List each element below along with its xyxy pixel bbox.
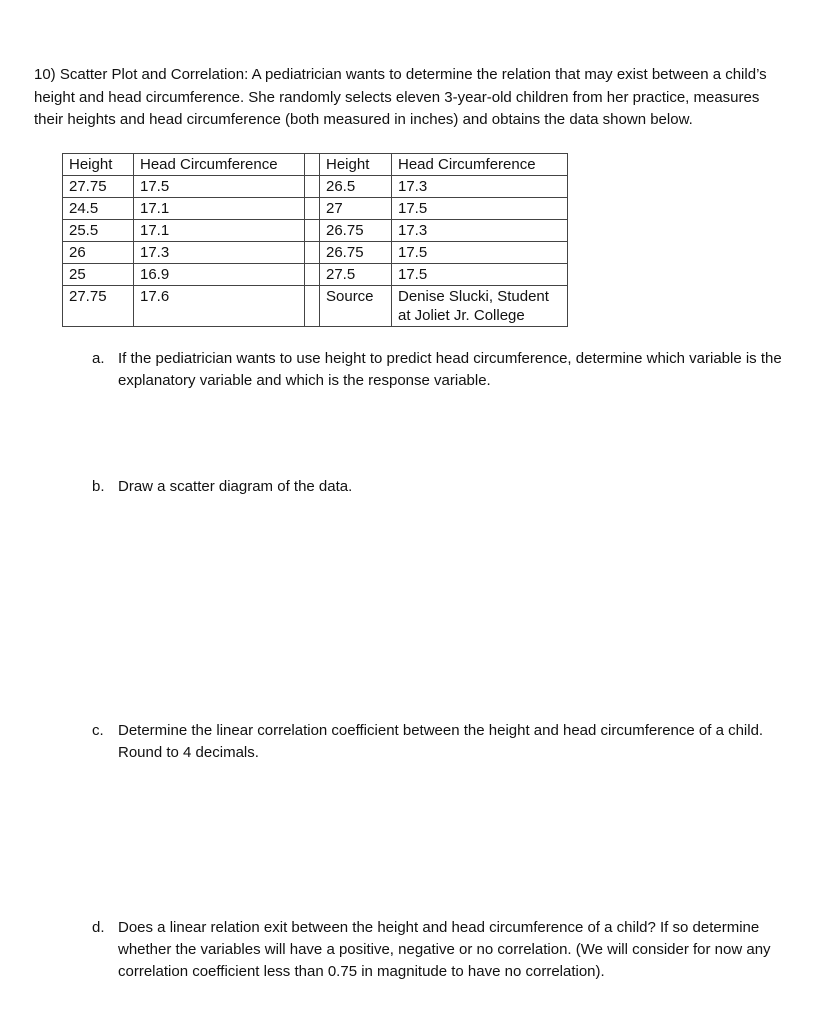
table-cell: 17.5: [392, 264, 568, 286]
table-cell: 17.6: [134, 286, 305, 327]
table-cell: 17.1: [134, 198, 305, 220]
problem-intro: [34, 64, 774, 132]
data-table: [62, 153, 568, 327]
table-cell: 17.3: [392, 176, 568, 198]
table-cell: 27.75: [63, 286, 134, 327]
table-row: [63, 198, 568, 220]
table-cell: 27: [320, 198, 392, 220]
table-row: [63, 264, 568, 286]
table-cell: 25: [63, 264, 134, 286]
table-cell: 17.5: [392, 198, 568, 220]
table-cell: 26.5: [320, 176, 392, 198]
table-header-row: [63, 154, 568, 176]
table-cell: 26: [63, 242, 134, 264]
table-row: [63, 242, 568, 264]
header-cell: Height: [63, 154, 134, 176]
spacer-cell: [305, 220, 320, 242]
table-cell: 17.5: [134, 176, 305, 198]
table-cell: 27.75: [63, 176, 134, 198]
question-label: d.: [92, 919, 105, 936]
table-cell: Denise Slucki, Student at Joliet Jr. College: [392, 286, 568, 327]
intro-text: 10) Scatter Plot and Correlation: A pediatrician wants to determine the relation that may exist between a child’s height and head circumference. She randomly selects eleven 3-year-old children from her practice, measures their heights and head circumference (both measured in inches) and obtains the data shown below.: [34, 66, 767, 128]
question-text: Does a linear relation exit between the height and head circumference of a child? If so determine whether the variables will have a positive, negative or no correlation. (We will consider for now any correlation coefficient less than 0.75 in magnitude to have no correlation).: [118, 919, 771, 980]
question-text: Determine the linear correlation coefficient between the height and head circumference of a child. Round to 4 decimals.: [118, 722, 764, 761]
spacer-cell: [305, 264, 320, 286]
table-cell: 16.9: [134, 264, 305, 286]
table-cell: 26.75: [320, 242, 392, 264]
spacer-cell: [305, 176, 320, 198]
table-cell: 17.5: [392, 242, 568, 264]
header-cell: Head Circumference: [392, 154, 568, 176]
table-cell: 17.3: [134, 242, 305, 264]
question-text: If the pediatrician wants to use height to predict head circumference, determine which variable is the explanatory variable and which is the response variable.: [118, 350, 782, 389]
question-label: a.: [92, 350, 105, 367]
spacer-cell: [305, 286, 320, 327]
table-cell: 17.1: [134, 220, 305, 242]
header-cell: Head Circumference: [134, 154, 305, 176]
spacer-cell: [305, 154, 320, 176]
spacer-cell: [305, 242, 320, 264]
table-cell: 25.5: [63, 220, 134, 242]
header-cell: Height: [320, 154, 392, 176]
question-label: b.: [92, 478, 105, 495]
question-label: c.: [92, 722, 104, 739]
table-cell: 24.5: [63, 198, 134, 220]
table-row: [63, 176, 568, 198]
table-cell: 26.75: [320, 220, 392, 242]
spacer-cell: [305, 198, 320, 220]
table-cell: 27.5: [320, 264, 392, 286]
table-cell: 17.3: [392, 220, 568, 242]
table-cell: Source: [320, 286, 392, 327]
question-text: Draw a scatter diagram of the data.: [118, 478, 353, 495]
table-row: [63, 220, 568, 242]
table-row: [63, 286, 568, 327]
